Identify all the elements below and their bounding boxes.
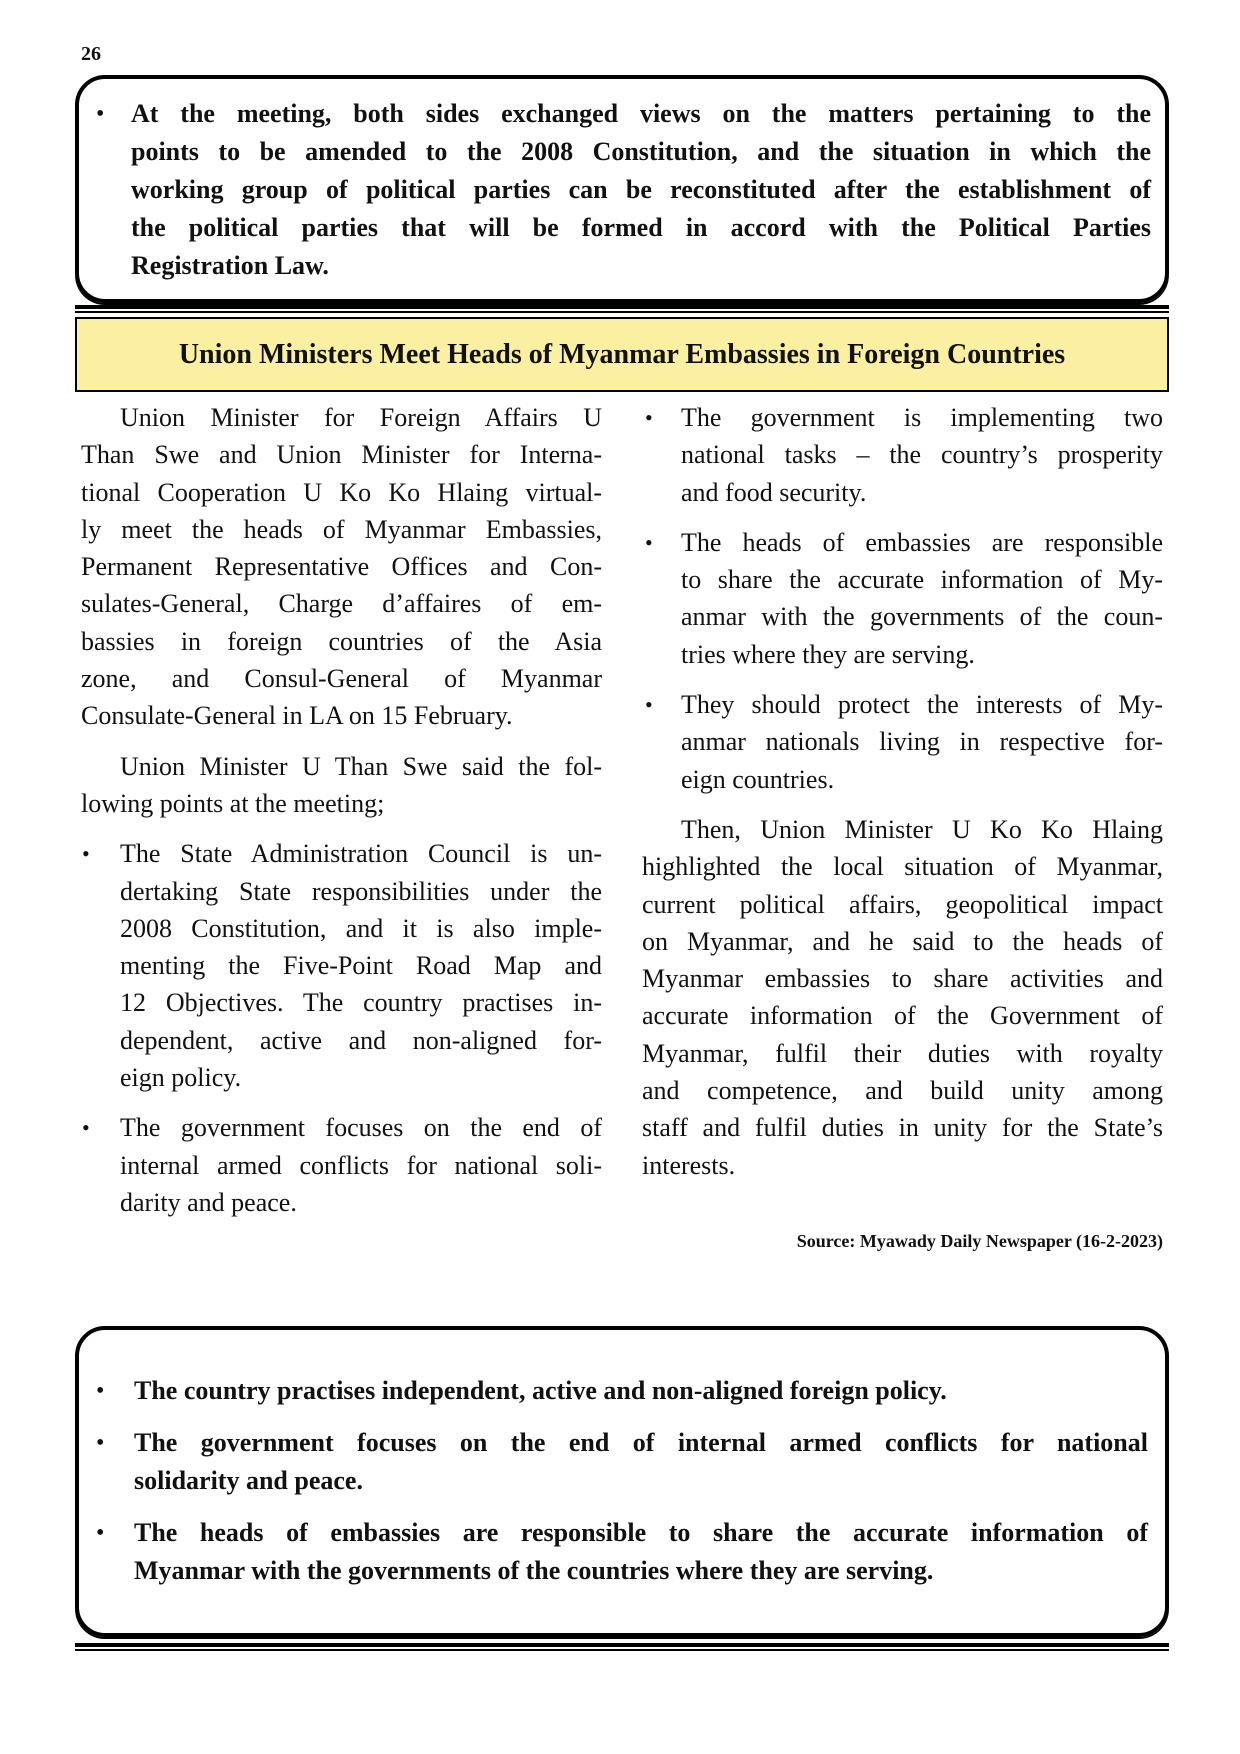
text-line: The government is implementing two (681, 403, 1163, 432)
text-line: bassies in foreign countries of the Asia (81, 626, 602, 656)
text-line: dertaking State responsibilities under the (120, 876, 602, 906)
divider-rule (75, 305, 1169, 309)
paragraph (81, 399, 602, 735)
text-line: The heads of embassies are responsible to share the accurate information of (134, 1518, 1148, 1547)
highlight-box (75, 75, 1169, 303)
text-line: Myanmar embassies to share activities and (642, 964, 1163, 994)
text-line: darity and peace. (120, 1187, 297, 1217)
text-line: ly meet the heads of Myanmar Embassies, (81, 514, 602, 544)
text-line: menting the Five-Point Road Map and (120, 951, 602, 981)
text-line: The State Administration Council is un- (120, 839, 602, 869)
text-line: Permanent Representative Offices and Con- (81, 552, 602, 582)
text-line: lowing points at the meeting; (81, 788, 385, 818)
bullet-item (642, 524, 1163, 673)
bullet-icon: • (82, 841, 90, 867)
text-line: sulates-General, Charge d’affaires of em- (81, 589, 602, 619)
bullet-icon: • (82, 1115, 90, 1141)
source-credit: Source: Myawady Daily Newspaper (16-2-2023) (796, 1231, 1163, 1251)
summary-box (75, 1326, 1169, 1637)
text-line: Union Minister U Than Swe said the fol- (120, 751, 602, 781)
text-line: eign policy. (120, 1063, 242, 1093)
text-line: Consulate-General in LA on 15 February. (81, 701, 513, 731)
text-line: The country practises independent, active and non-aligned foreign policy. (134, 1376, 947, 1405)
text-line: zone, and Consul-General of Myanmar (81, 664, 602, 694)
summary-list (96, 1372, 1148, 1590)
bullet-item (96, 1424, 1148, 1500)
text-line: 2008 Constitution, and it is also imple- (120, 913, 602, 943)
text-line: points to be amended to the 2008 Constitution, and the situation in which the (131, 137, 1151, 166)
paragraph (81, 748, 602, 823)
text-line: The government focuses on the end of internal armed conflicts for national (134, 1428, 1148, 1457)
footer-rule (75, 1649, 1169, 1651)
text-line: staff and fulfil duties in unity for the State’s (642, 1113, 1163, 1143)
text-line: At the meeting, both sides exchanged views on the matters pertaining to the (131, 99, 1151, 128)
text-line: anmar with the governments of the coun- (681, 602, 1163, 632)
text-line: and competence, and build unity among (642, 1076, 1163, 1106)
text-line: They should protect the interests of My- (681, 690, 1163, 720)
bullet-icon: • (96, 1378, 105, 1404)
bullet-icon: • (96, 1520, 105, 1546)
text-line: internal armed conflicts for national soli- (120, 1150, 602, 1180)
text-line: and food security. (681, 477, 867, 507)
text-line: national tasks – the country’s prosperity (681, 440, 1163, 470)
bullet-icon: • (96, 1430, 105, 1456)
right-column (642, 399, 1163, 1197)
highlight-list (96, 95, 1151, 285)
paragraph (642, 811, 1163, 1184)
footer-rule (75, 1643, 1169, 1647)
text-line: dependent, active and non-aligned for- (120, 1025, 602, 1055)
text-line: 12 Objectives. The country practises in- (120, 988, 602, 1018)
divider-rule (75, 311, 1169, 313)
text-line: accurate information of the Government of (642, 1001, 1163, 1031)
bullet-item (96, 95, 1151, 285)
text-line: Then, Union Minister U Ko Ko Hlaing (681, 814, 1163, 844)
bullet-icon: • (645, 692, 653, 718)
text-line: solidarity and peace. (134, 1466, 363, 1495)
text-line: interests. (642, 1150, 736, 1180)
bullet-icon: • (645, 529, 653, 555)
text-line: Than Swe and Union Minister for Interna- (81, 440, 602, 470)
bullet-icon: • (96, 101, 105, 127)
bullet-item (81, 1109, 602, 1221)
text-line: working group of political parties can be reconstituted after the establishment of (131, 175, 1151, 204)
text-line: Union Minister for Foreign Affairs U (120, 403, 602, 432)
left-column (81, 399, 602, 1234)
article-title-box (75, 317, 1169, 392)
page-number: 26 (81, 43, 101, 65)
bullet-item (81, 835, 602, 1096)
bullet-icon: • (645, 405, 653, 430)
text-line: Myanmar, fulfil their duties with royalty (642, 1038, 1163, 1068)
text-line: Myanmar with the governments of the countries where they are serving. (134, 1556, 934, 1585)
text-line: to share the accurate information of My- (681, 565, 1163, 595)
text-line: the political parties that will be formed in accord with the Political Parties (131, 213, 1151, 242)
text-line: current political affairs, geopolitical impact (642, 889, 1163, 919)
text-line: anmar nationals living in respective for- (681, 727, 1163, 757)
article-title: Union Ministers Meet Heads of Myanmar Embassies in Foreign Countries (178, 339, 1066, 370)
bullet-item (642, 686, 1163, 798)
text-line: on Myanmar, and he said to the heads of (642, 926, 1163, 956)
bullet-item (96, 1514, 1148, 1590)
text-line: eign countries. (681, 764, 835, 794)
text-line: The government focuses on the end of (120, 1113, 602, 1143)
text-line: The heads of embassies are responsible (681, 527, 1163, 557)
text-line: Registration Law. (131, 251, 329, 280)
bullet-item (642, 399, 1163, 511)
text-line: highlighted the local situation of Myanmar, (642, 852, 1163, 882)
text-line: tries where they are serving. (681, 639, 975, 669)
text-line: tional Cooperation U Ko Ko Hlaing virtual- (81, 477, 602, 507)
bullet-item (96, 1372, 1148, 1410)
